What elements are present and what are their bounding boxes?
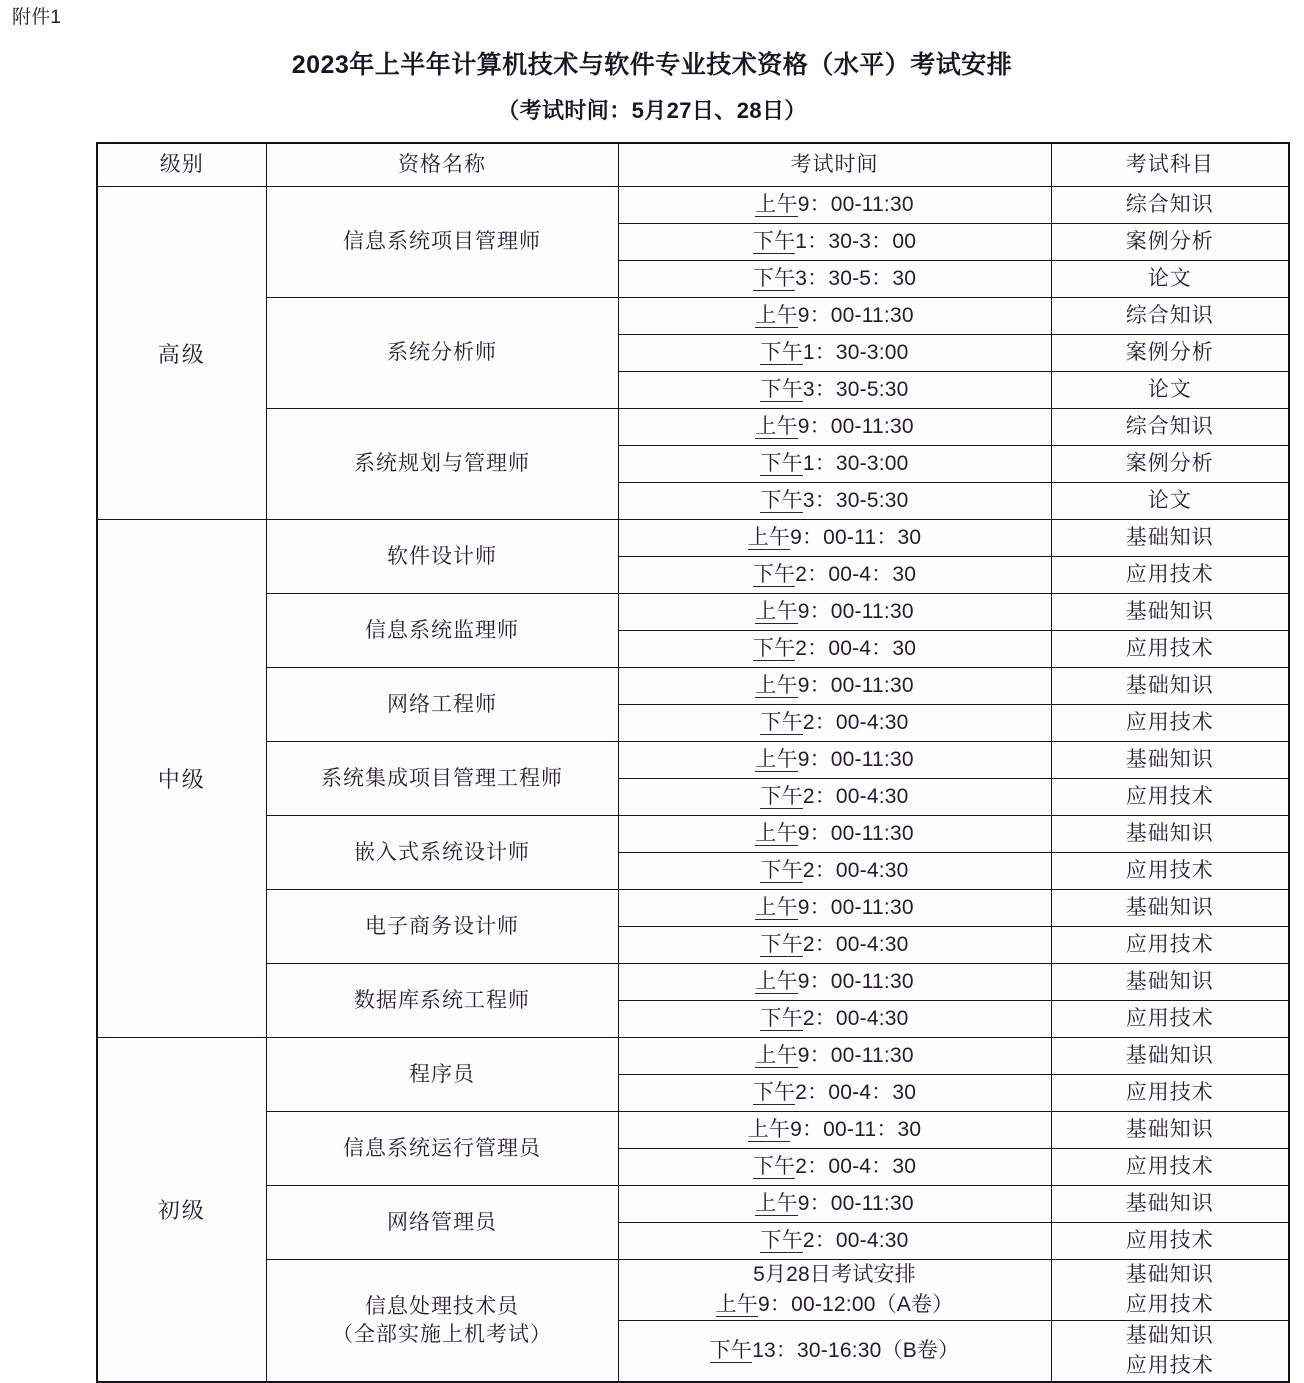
time-period-prefix: 下午	[760, 378, 803, 401]
exam-time-cell	[618, 335, 1051, 372]
header-cell-exam-time: 考试时间	[618, 143, 1051, 187]
exam-time-cell	[618, 779, 1051, 816]
exam-time-cell	[618, 594, 1051, 631]
exam-subject-cell: 论文	[1051, 372, 1289, 409]
exam-time-cell	[618, 668, 1051, 705]
qualification-cell: 信息系统项目管理师	[266, 187, 618, 298]
exam-subject-cell: 综合知识	[1051, 298, 1289, 335]
exam-time-cell	[618, 1149, 1051, 1186]
exam-time-cell	[618, 1186, 1051, 1223]
time-period-prefix: 上午	[715, 1293, 758, 1316]
table-header-row	[97, 143, 1289, 187]
time-range: 9：00-11:30	[797, 970, 914, 993]
exam-subject-cell: 基础知识	[1051, 1112, 1289, 1149]
time-period-prefix: 下午	[760, 1229, 803, 1252]
exam-subject-cell: 综合知识	[1051, 409, 1289, 446]
time-period-prefix: 上午	[755, 600, 798, 623]
exam-time-cell: 5月28日考试安排 上午9：00-12:00（A卷）	[618, 1260, 1051, 1321]
time-range: 2：00-4:30	[802, 1007, 909, 1030]
time-range: 9：00-11：30	[790, 1118, 922, 1141]
exam-subject-cell: 基础知识	[1051, 816, 1289, 853]
time-period-prefix: 下午	[760, 452, 803, 475]
header-cell-exam-subject: 考试科目	[1051, 143, 1289, 187]
time-period-prefix: 下午	[760, 785, 803, 808]
exam-time-cell	[618, 372, 1051, 409]
time-period-prefix: 下午	[752, 230, 796, 253]
table-row	[97, 187, 1289, 224]
attachment-label: 附件1	[12, 7, 62, 28]
page-subtitle: （考试时间：5月27日、28日）	[497, 98, 807, 123]
exam-time-cell	[618, 261, 1051, 298]
time-range: 9：00-11:30	[797, 674, 914, 697]
exam-time-cell	[618, 409, 1051, 446]
level-cell-高级: 高级	[97, 187, 266, 520]
qualification-cell: 电子商务设计师	[266, 890, 618, 964]
exam-subject-cell: 应用技术	[1051, 1149, 1289, 1186]
time-period-prefix: 上午	[755, 1192, 798, 1215]
exam-time-cell	[618, 1112, 1051, 1149]
table-row	[97, 964, 1289, 1001]
exam-subject-cell: 基础知识	[1051, 964, 1289, 1001]
exam-subject-cell: 应用技术	[1051, 927, 1289, 964]
exam-time-cell	[618, 520, 1051, 557]
exam-subject-cell: 基础知识	[1051, 1038, 1289, 1075]
time-period-prefix: 下午	[760, 489, 803, 512]
qualification-cell: 网络管理员	[266, 1186, 618, 1260]
qualification-cell: 嵌入式系统设计师	[266, 816, 618, 890]
time-range: 9：00-11:30	[797, 896, 914, 919]
exam-subject-cell: 论文	[1051, 261, 1289, 298]
table-row	[97, 1186, 1289, 1223]
time-range: 13：30-16:30（B卷）	[752, 1339, 960, 1362]
exam-schedule-table	[96, 142, 1290, 1383]
time-period-prefix: 上午	[747, 1118, 791, 1141]
time-range: 2：00-4:30	[802, 859, 909, 882]
exam-subject-cell: 应用技术	[1051, 1223, 1289, 1260]
time-period-prefix: 下午	[760, 1007, 803, 1030]
exam-subject-cell: 应用技术	[1051, 1001, 1289, 1038]
time-range: 9：00-11:30	[797, 600, 914, 623]
time-range: 2：00-4:30	[802, 785, 909, 808]
exam-subject-cell: 论文	[1051, 483, 1289, 520]
exam-subject-cell: 基础知识	[1051, 668, 1289, 705]
exam-subject-cell: 应用技术	[1051, 1075, 1289, 1112]
exam-time-cell	[618, 816, 1051, 853]
exam-time-cell	[618, 631, 1051, 668]
exam-time-cell	[618, 187, 1051, 224]
exam-time-cell	[618, 705, 1051, 742]
exam-time-cell	[618, 1223, 1051, 1260]
time-period-prefix: 上午	[755, 415, 798, 438]
level-cell-初级: 初级	[97, 1038, 266, 1383]
time-range: 9：00-11：30	[790, 526, 922, 549]
qualification-cell: 软件设计师	[266, 520, 618, 594]
time-range: 9：00-11:30	[797, 304, 914, 327]
time-range: 2：00-4:30	[802, 711, 909, 734]
qualification-cell: 系统分析师	[266, 298, 618, 409]
header-cell-level: 级别	[97, 143, 266, 187]
table-row	[97, 1038, 1289, 1075]
table-row	[97, 890, 1289, 927]
table-row	[97, 1112, 1289, 1149]
table-row	[97, 816, 1289, 853]
exam-subject-cell: 应用技术	[1051, 705, 1289, 742]
exam-subject-cell: 基础知识	[1051, 1186, 1289, 1223]
time-period-prefix: 上午	[755, 304, 798, 327]
time-range: 9：00-11:30	[797, 193, 914, 216]
exam-time-cell	[618, 1075, 1051, 1112]
page-title: 2023年上半年计算机技术与软件专业技术资格（水平）考试安排	[291, 51, 1013, 79]
time-period-prefix: 上午	[755, 822, 798, 845]
qualification-cell: 系统集成项目管理工程师	[266, 742, 618, 816]
title-block	[0, 48, 1304, 126]
exam-time-cell	[618, 742, 1051, 779]
exam-subject-cell: 案例分析	[1051, 446, 1289, 483]
time-range: 9：00-11:30	[797, 1044, 914, 1067]
exam-time-cell	[618, 890, 1051, 927]
exam-subject-cell: 案例分析	[1051, 224, 1289, 261]
exam-subject-cell: 基础知识	[1051, 520, 1289, 557]
time-range: 9：00-11:30	[797, 1192, 914, 1215]
table-row	[97, 409, 1289, 446]
exam-subject-cell: 应用技术	[1051, 853, 1289, 890]
time-range: 2：00-4:30	[802, 1229, 909, 1252]
exam-subject-cell: 案例分析	[1051, 335, 1289, 372]
time-range: 3：30-5：30	[795, 267, 917, 290]
exam-subject-cell: 应用技术	[1051, 557, 1289, 594]
qualification-cell: 信息处理技术员 （全部实施上机考试）	[266, 1260, 618, 1383]
time-period-prefix: 下午	[752, 267, 796, 290]
time-period-prefix: 上午	[755, 896, 798, 919]
time-period-prefix: 上午	[755, 1044, 798, 1067]
time-period-prefix: 上午	[747, 526, 791, 549]
time-range: 1：30-3:00	[802, 341, 909, 364]
table-row	[97, 594, 1289, 631]
time-range: 1：30-3:00	[802, 452, 909, 475]
exam-subject-cell: 基础知识	[1051, 594, 1289, 631]
time-range: 2：00-4：30	[795, 637, 917, 660]
exam-time-cell	[618, 483, 1051, 520]
qualification-cell: 网络工程师	[266, 668, 618, 742]
time-period-prefix: 下午	[760, 341, 803, 364]
time-period-prefix: 下午	[752, 1081, 796, 1104]
time-range: 9：00-11:30	[797, 748, 914, 771]
time-period-prefix: 上午	[755, 674, 798, 697]
table-row	[97, 520, 1289, 557]
exam-subject-cell: 应用技术	[1051, 631, 1289, 668]
exam-time-cell	[618, 1001, 1051, 1038]
time-range: 2：00-4：30	[795, 1081, 917, 1104]
exam-time-cell	[618, 557, 1051, 594]
level-cell-中级: 中级	[97, 520, 266, 1038]
time-period-prefix: 下午	[752, 637, 796, 660]
schedule-table-container	[96, 142, 1288, 1383]
time-range: 9：00-12:00（A卷）	[758, 1293, 954, 1316]
qualification-cell: 信息系统监理师	[266, 594, 618, 668]
time-period-prefix: 上午	[755, 193, 798, 216]
exam-time-cell	[618, 1321, 1051, 1383]
exam-subject-cell: 基础知识	[1051, 890, 1289, 927]
table-row	[97, 298, 1289, 335]
time-range: 3：30-5:30	[802, 378, 909, 401]
table-row	[97, 742, 1289, 779]
header-cell-qualification: 资格名称	[266, 143, 618, 187]
time-period-prefix: 下午	[760, 711, 803, 734]
table-row	[97, 1260, 1289, 1321]
exam-time-cell	[618, 964, 1051, 1001]
exam-subject-cell: 综合知识	[1051, 187, 1289, 224]
qualification-cell: 信息系统运行管理员	[266, 1112, 618, 1186]
time-range: 9：00-11:30	[797, 822, 914, 845]
time-period-prefix: 下午	[760, 933, 803, 956]
exam-time-cell	[618, 853, 1051, 890]
time-period-prefix: 上午	[755, 748, 798, 771]
time-period-prefix: 下午	[752, 1155, 796, 1178]
time-range: 2：00-4：30	[795, 1155, 917, 1178]
exam-subject-cell: 基础知识 应用技术	[1051, 1260, 1289, 1321]
exam-subject-cell: 应用技术	[1051, 779, 1289, 816]
exam-time-cell	[618, 1038, 1051, 1075]
table-row	[97, 668, 1289, 705]
exam-time-cell	[618, 927, 1051, 964]
time-range: 2：00-4：30	[795, 563, 917, 586]
time-period-prefix: 下午	[760, 859, 803, 882]
qualification-cell: 程序员	[266, 1038, 618, 1112]
time-range: 2：00-4:30	[802, 933, 909, 956]
qualification-cell: 系统规划与管理师	[266, 409, 618, 520]
exam-subject-cell: 基础知识	[1051, 742, 1289, 779]
exam-time-cell	[618, 298, 1051, 335]
exam-time-cell	[618, 224, 1051, 261]
time-range: 3：30-5:30	[802, 489, 909, 512]
time-range: 9：00-11:30	[797, 415, 914, 438]
time-period-prefix: 下午	[752, 563, 796, 586]
exam-subject-cell: 基础知识 应用技术	[1051, 1321, 1289, 1383]
time-range: 1：30-3：00	[795, 230, 917, 253]
qualification-cell: 数据库系统工程师	[266, 964, 618, 1038]
exam-time-cell	[618, 446, 1051, 483]
time-period-prefix: 上午	[755, 970, 798, 993]
time-period-prefix: 下午	[709, 1339, 753, 1362]
